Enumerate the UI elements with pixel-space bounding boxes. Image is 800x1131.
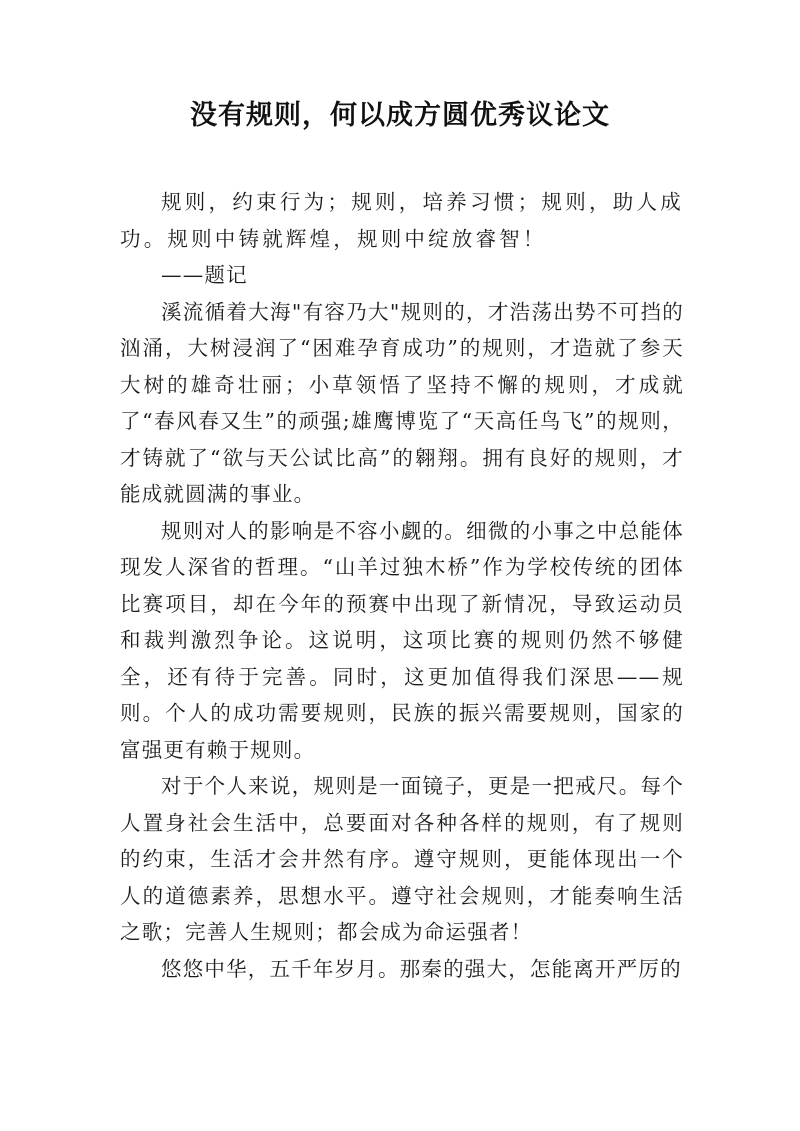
body-paragraph-3: 对于个人来说，规则是一面镜子，更是一把戒尺。每个人置身社会生活中，总要面对各种各样的规则，有了规则的约束，生活才会井然有序。遵守规则，更能体现出一个人的道德素养，思想水平。遵守社会规则，才能奏响生活之歌；完善人生规则；都会成为命运强者！ bbox=[120, 774, 684, 944]
document-body bbox=[120, 184, 684, 987]
document-title: 没有规则，何以成方圆优秀议论文 bbox=[190, 100, 610, 131]
epigraph-signature: ——题记 bbox=[161, 263, 248, 287]
epigraph-paragraph: 规则，约束行为；规则，培养习惯；规则，助人成功。规则中铸就辉煌，规则中绽放睿智！ bbox=[120, 190, 684, 251]
body-paragraph-1: 溪流循着大海"有容乃大"规则的，才浩荡出势不可挡的汹涌，大树浸润了“困难孕育成功”的规则，才造就了参天大树的雄奇壮丽；小草领悟了坚持不懈的规则，才成就了“春风春又生”的顽强;雄鹰博览了“天高任鸟飞”的规则，才铸就了“欲与天公试比高”的翱翔。拥有良好的规则，才能成就圆满的事业。 bbox=[120, 299, 684, 506]
body-paragraph-2: 规则对人的影响是不容小觑的。细微的小事之中总能体现发人深省的哲理。“山羊过独木桥”作为学校传统的团体比赛项目，却在今年的预赛中出现了新情况，导致运动员和裁判激烈争论。这说明，这项比赛的规则仍然不够健全，还有待于完善。同时，这更加值得我们深思——规则。个人的成功需要规则，民族的振兴需要规则，国家的富强更有赖于规则。 bbox=[120, 518, 684, 762]
body-paragraph-4: 悠悠中华，五千年岁月。那秦的强大，怎能离开严厉的 bbox=[161, 956, 682, 981]
